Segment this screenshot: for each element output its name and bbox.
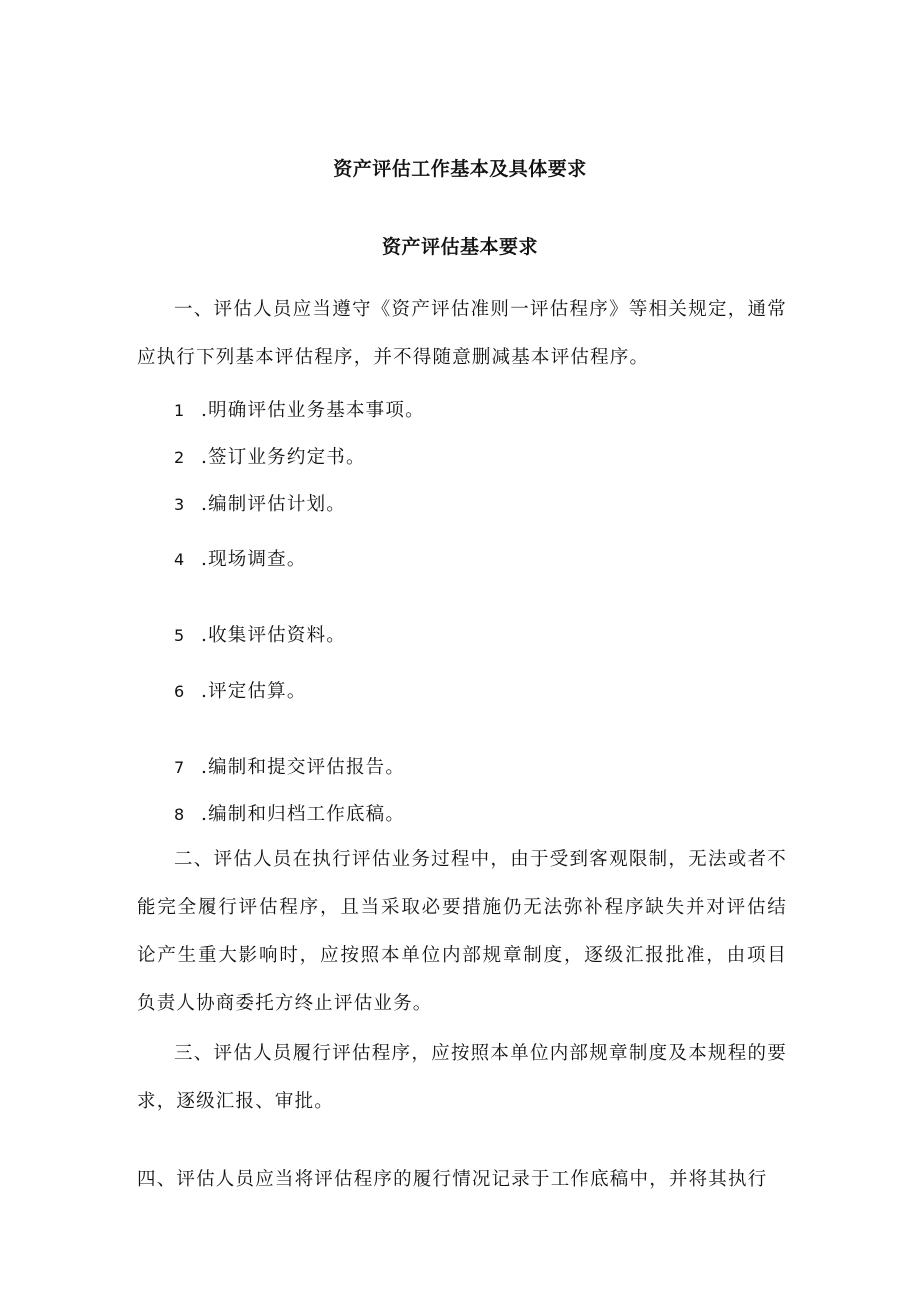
step-text: .收集评估资料。: [201, 625, 346, 646]
step-number: 3: [174, 495, 186, 514]
step-text: .编制评估计划。: [201, 494, 346, 515]
step-text: .签订业务约定书。: [201, 447, 366, 468]
step-item-3: [174, 490, 346, 516]
step-number: 6: [174, 682, 186, 701]
paragraph-1: 一、评估人员应当遵守《资产评估准则一评估程序》等相关规定，通常应执行下列基本评估程序，并不得随意删减基本评估程序。: [137, 299, 787, 368]
step-text: .评定估算。: [201, 681, 307, 702]
step-number: 5: [174, 626, 186, 645]
document-title: 资产评估工作基本及具体要求: [333, 158, 587, 180]
step-item-5: [174, 621, 346, 647]
step-text: .明确评估业务基本事项。: [201, 400, 425, 421]
step-item-6: [174, 677, 307, 703]
step-text: .编制和提交评估报告。: [201, 757, 406, 778]
step-text: .现场调查。: [201, 549, 307, 570]
step-item-4: [174, 545, 307, 571]
step-number: 8: [174, 805, 186, 824]
step-number: 4: [174, 550, 186, 569]
step-item-8: [174, 800, 405, 826]
step-item-7: [174, 753, 405, 779]
step-number: 7: [174, 758, 186, 777]
paragraph-4: 四、评估人员应当将评估程序的履行情况记录于工作底稿中，并将其执行: [137, 1169, 768, 1190]
step-item-1: [174, 396, 425, 422]
step-number: 1: [174, 401, 186, 420]
paragraph-3: 三、评估人员履行评估程序，应按照本单位内部规章制度及本规程的要求，逐级汇报、审批。: [137, 1043, 787, 1112]
step-item-2: [174, 443, 366, 469]
paragraph-2: 二、评估人员在执行评估业务过程中，由于受到客观限制，无法或者不能完全履行评估程序，且当采取必要措施仍无法弥补程序缺失并对评估结论产生重大影响时，应按照本单位内部规章制度，逐级汇报批准，由项目负责人协商委托方终止评估业务。: [137, 849, 787, 1014]
step-text: .编制和归档工作底稿。: [201, 804, 406, 825]
section-heading: 资产评估基本要求: [381, 236, 538, 258]
step-number: 2: [174, 448, 186, 467]
